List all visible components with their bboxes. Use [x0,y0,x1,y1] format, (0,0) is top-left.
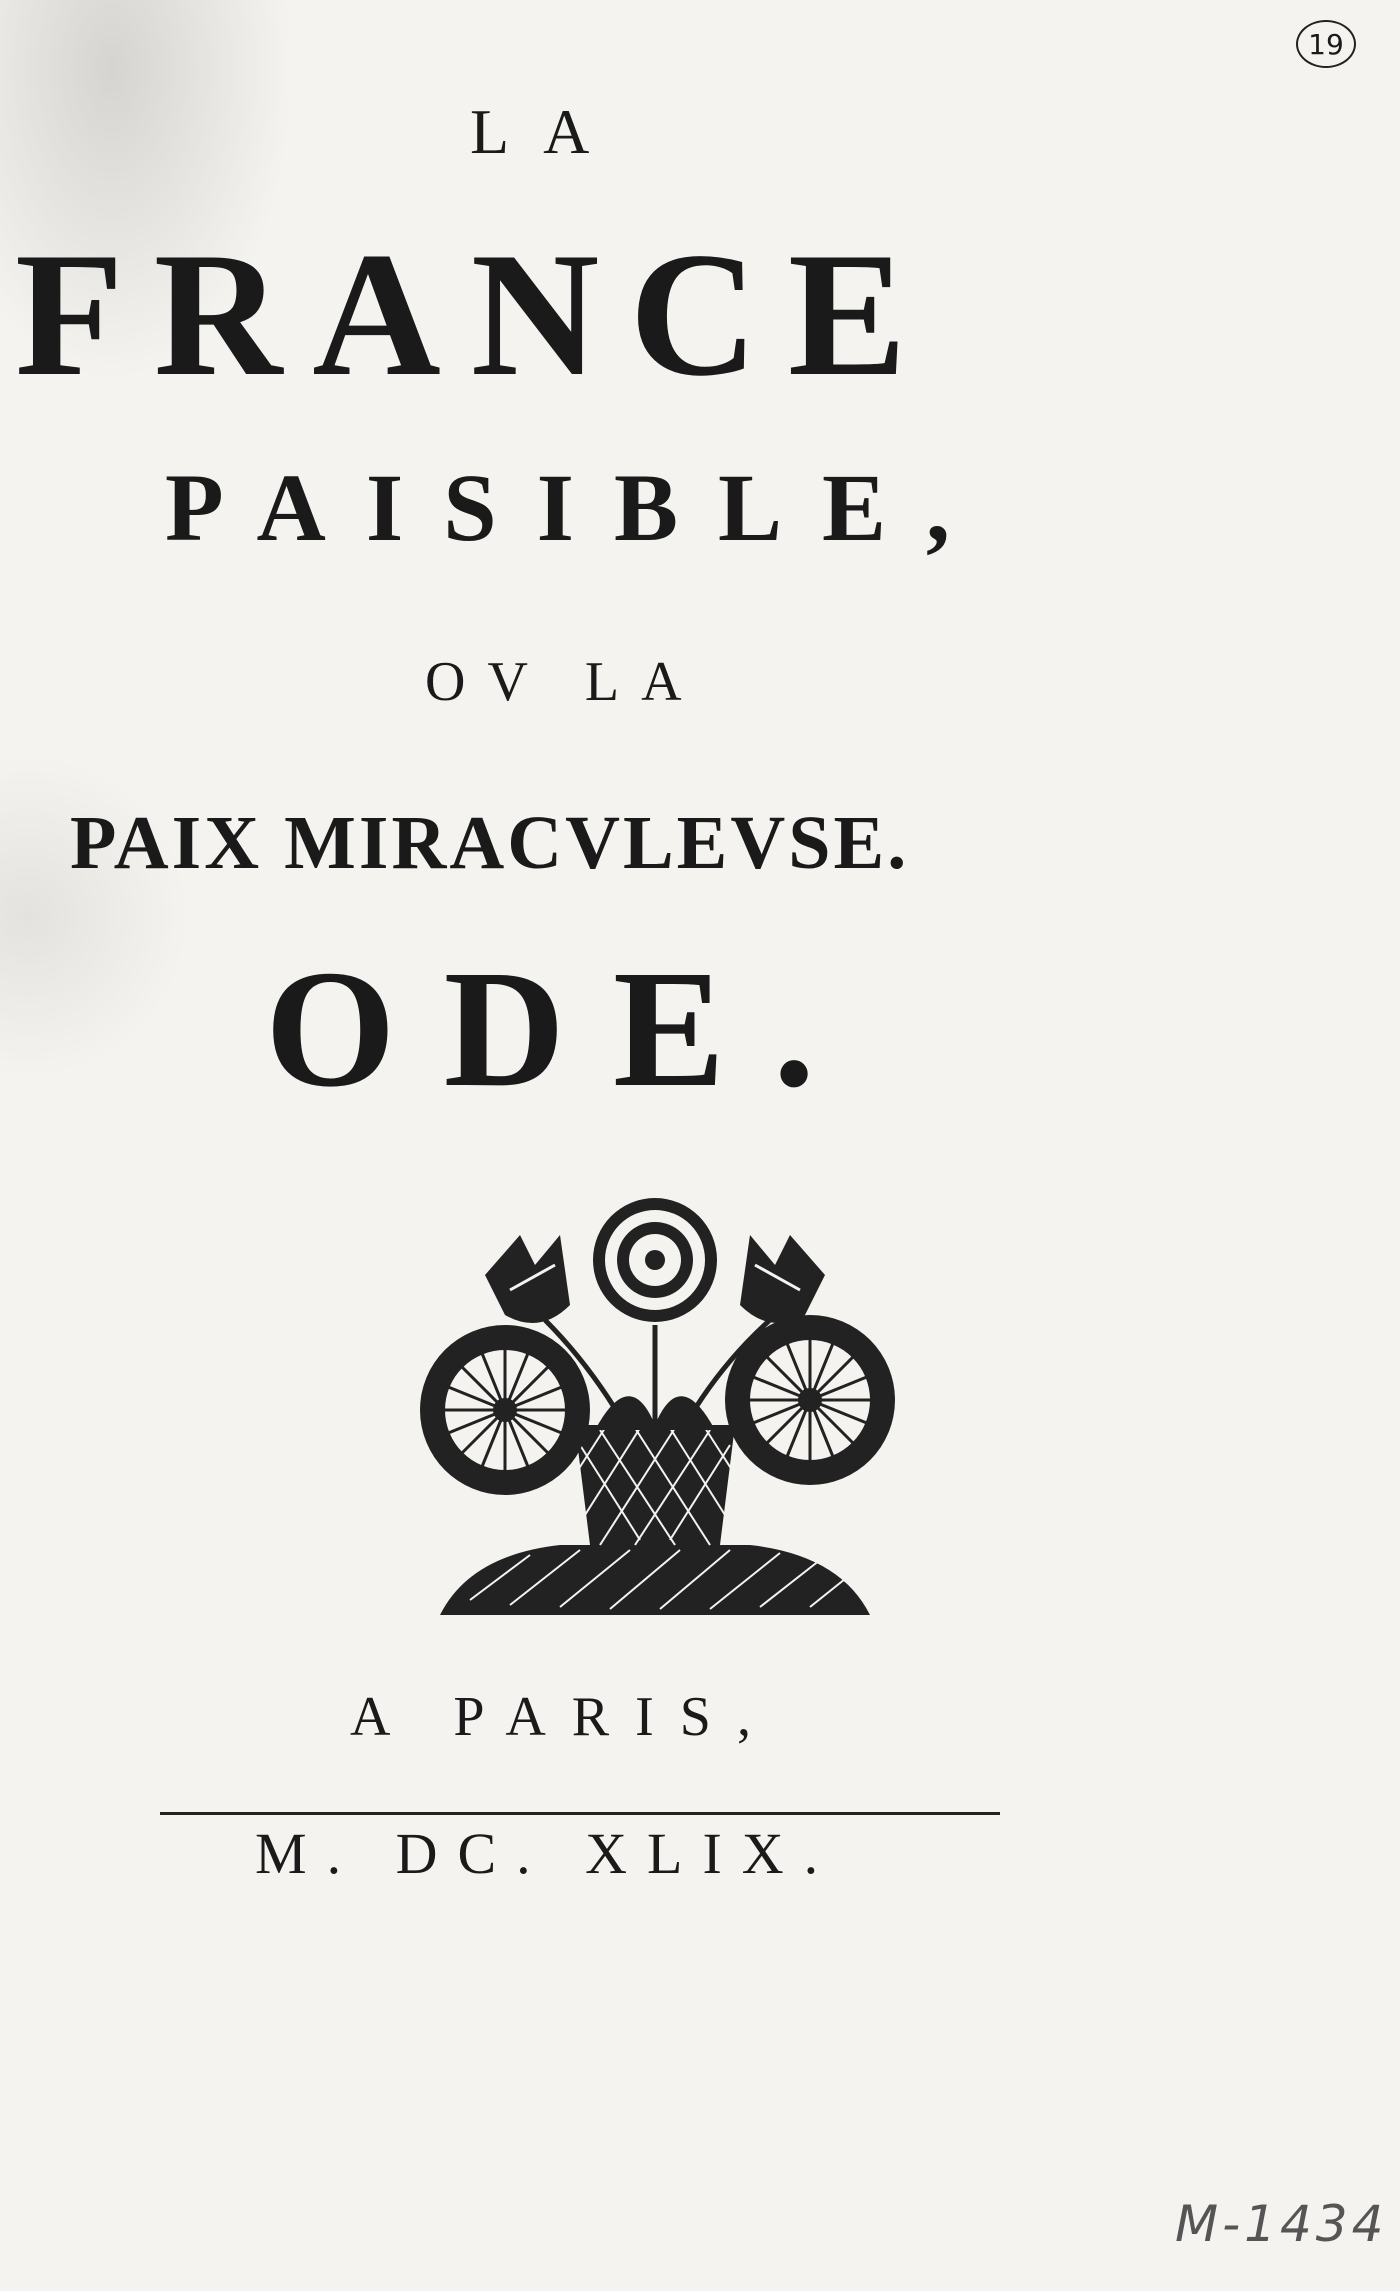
folio-number: 19 [1308,27,1344,61]
title-conjunction: OV LA [425,651,704,713]
title-main: FRANCE [15,215,937,413]
title-article: LA [470,96,624,167]
imprint-place: A PARIS, [350,1686,777,1748]
shelfmark: M-1434 [1175,2195,1388,2253]
title-subtitle: PAIX MIRACVLEVSE. [70,801,910,885]
folio-number-stamp [1296,20,1356,68]
imprint-year: M. DC. XLIX. [255,1821,839,1886]
title-adjective: PAISIBLE, [165,454,991,561]
imprint-rule [160,1812,1000,1815]
flower-basket-woodcut-icon [410,1195,900,1645]
title-genre: ODE. [265,936,864,1122]
